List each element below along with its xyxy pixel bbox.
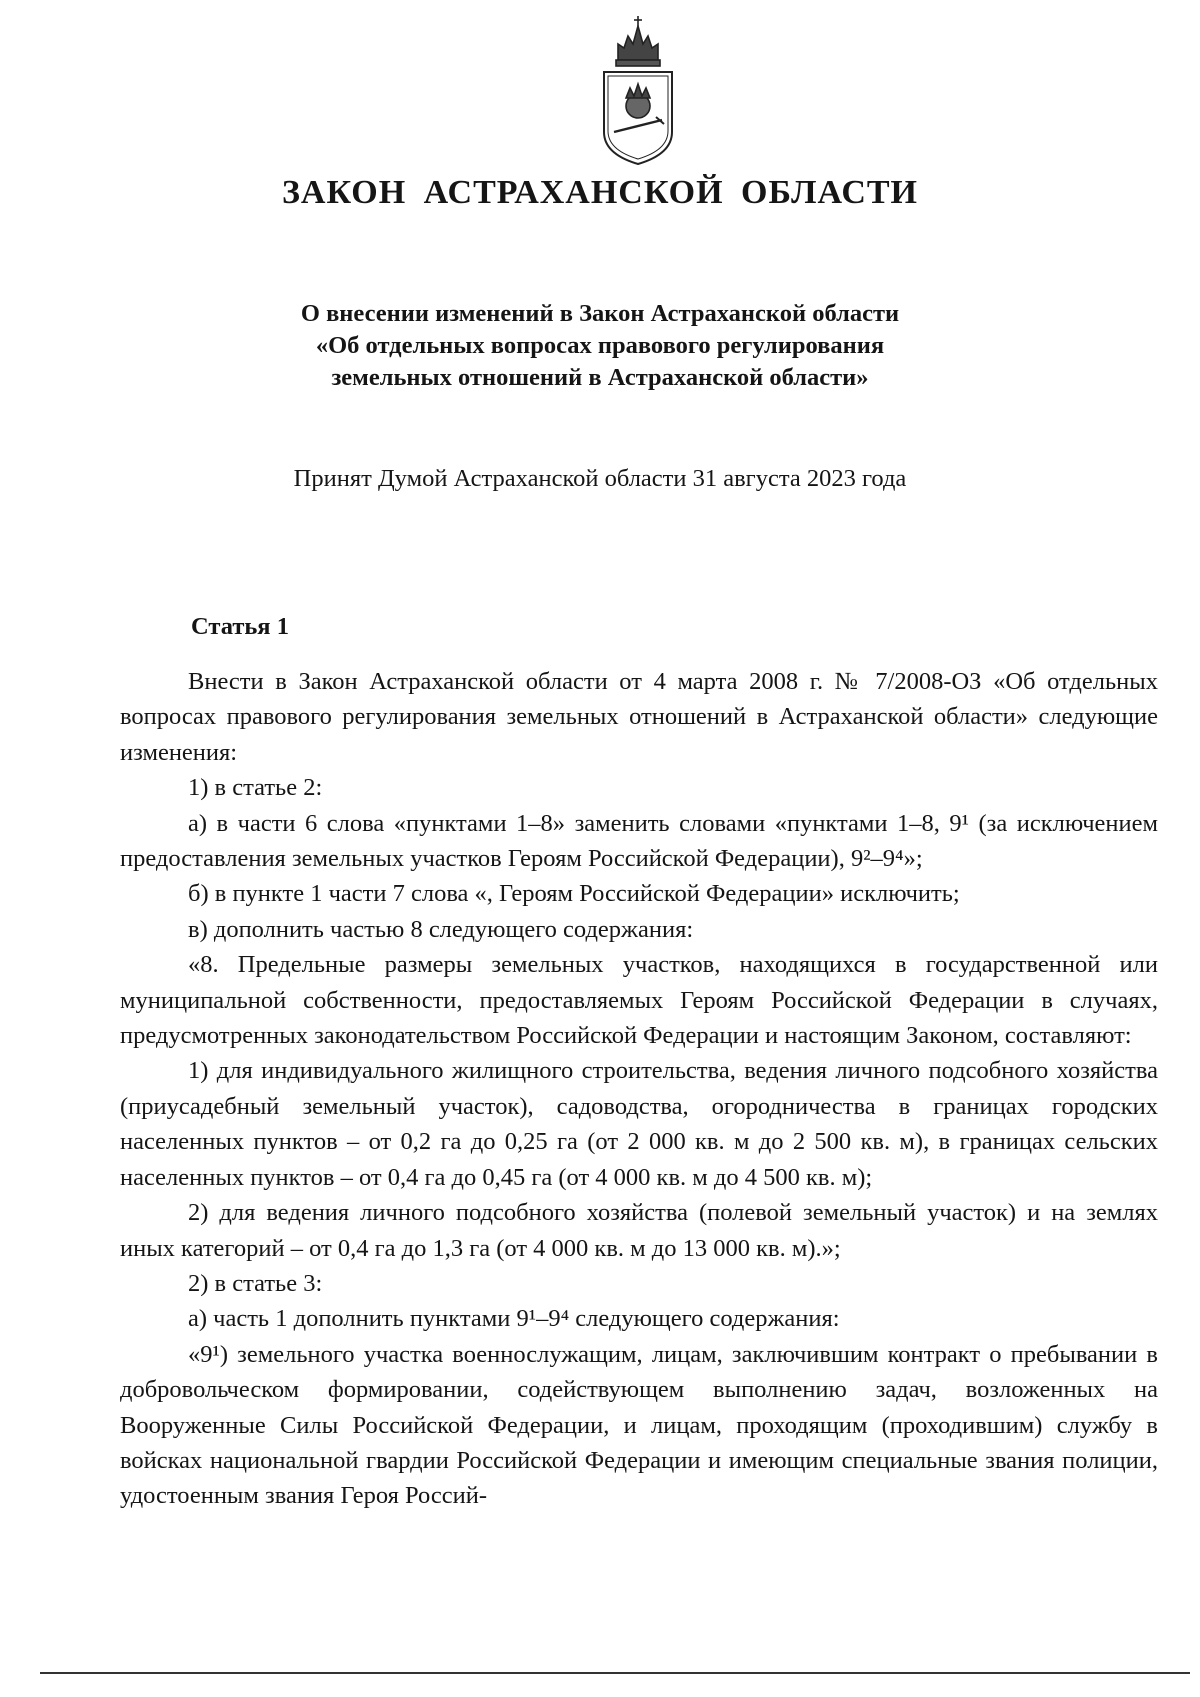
subtitle-line: земельных отношений в Астраханской области» [331, 364, 869, 391]
paragraph: Внести в Закон Астраханской области от 4 марта 2008 г. № 7/2008-ОЗ «Об отдельных вопросах правового регулирования земельных отношений в Астраханской области» следующие изменения: [120, 668, 1158, 766]
law-title: ЗАКОН АСТРАХАНСКОЙ ОБЛАСТИ [281, 174, 919, 211]
coat-of-arms-emblem [596, 14, 680, 166]
paragraph: б) в пункте 1 части 7 слова «, Героям Российской Федерации» исключить; [188, 880, 960, 908]
article-body [120, 664, 1158, 1514]
paragraph: а) в части 6 слова «пунктами 1–8» заменить словами «пунктами 1–8, 9¹ (за исключением предоставления земельных участков Героям Российской Федерации), 9²–9⁴»; [120, 809, 1158, 873]
paragraph: 1) в статье 2: [188, 774, 323, 802]
law-subtitle [0, 298, 1200, 394]
paragraph: в) дополнить частью 8 следующего содержания: [188, 915, 694, 943]
article-heading: Статья 1 [191, 613, 289, 640]
paragraph: а) часть 1 дополнить пунктами 9¹–9⁴ следующего содержания: [188, 1305, 840, 1333]
paragraph: «8. Предельные размеры земельных участков, находящихся в государственной или муниципальной собственности, предоставляемых Героям Российской Федерации в случаях, предусмотренных законодательством Российской Федерации и настоящим Законом, составляют: [120, 951, 1158, 1050]
paragraph: 2) для ведения личного подсобного хозяйства (полевой земельный участок) и на землях иных категорий – от 0,4 га до 1,3 га (от 4 000 кв. м до 13 000 кв. м).»; [120, 1199, 1158, 1262]
subtitle-line: О внесении изменений в Закон Астраханской области [300, 300, 900, 327]
scan-edge-line [40, 1672, 1190, 1674]
adoption-note: Принят Думой Астраханской области 31 августа 2023 года [293, 465, 907, 492]
paragraph: 2) в статье 3: [188, 1269, 323, 1297]
subtitle-line: «Об отдельных вопросах правового регулирования [315, 332, 885, 359]
paragraph: «9¹) земельного участка военнослужащим, лицам, заключившим контракт о пребывании в добровольческом формировании, содействующем выполнению задач, возложенных на Вооруженные Силы Российской Федерации, и лицам, проходящим (проходившим) службу в войсках национальной гвардии Российской Федерации и имеющим специальные звания полиции, удостоенным звания Героя Россий- [120, 1340, 1158, 1510]
paragraph: 1) для индивидуального жилищного строительства, ведения личного подсобного хозяйства (приусадебный земельный участок), садоводства, огородничества в границах городских населенных пунктов – от 0,2 га до 0,25 га (от 2 000 кв. м до 2 500 кв. м), в границах сельских населенных пунктов – от 0,4 га до 0,45 га (от 4 000 кв. м до 4 500 кв. м); [120, 1057, 1158, 1191]
